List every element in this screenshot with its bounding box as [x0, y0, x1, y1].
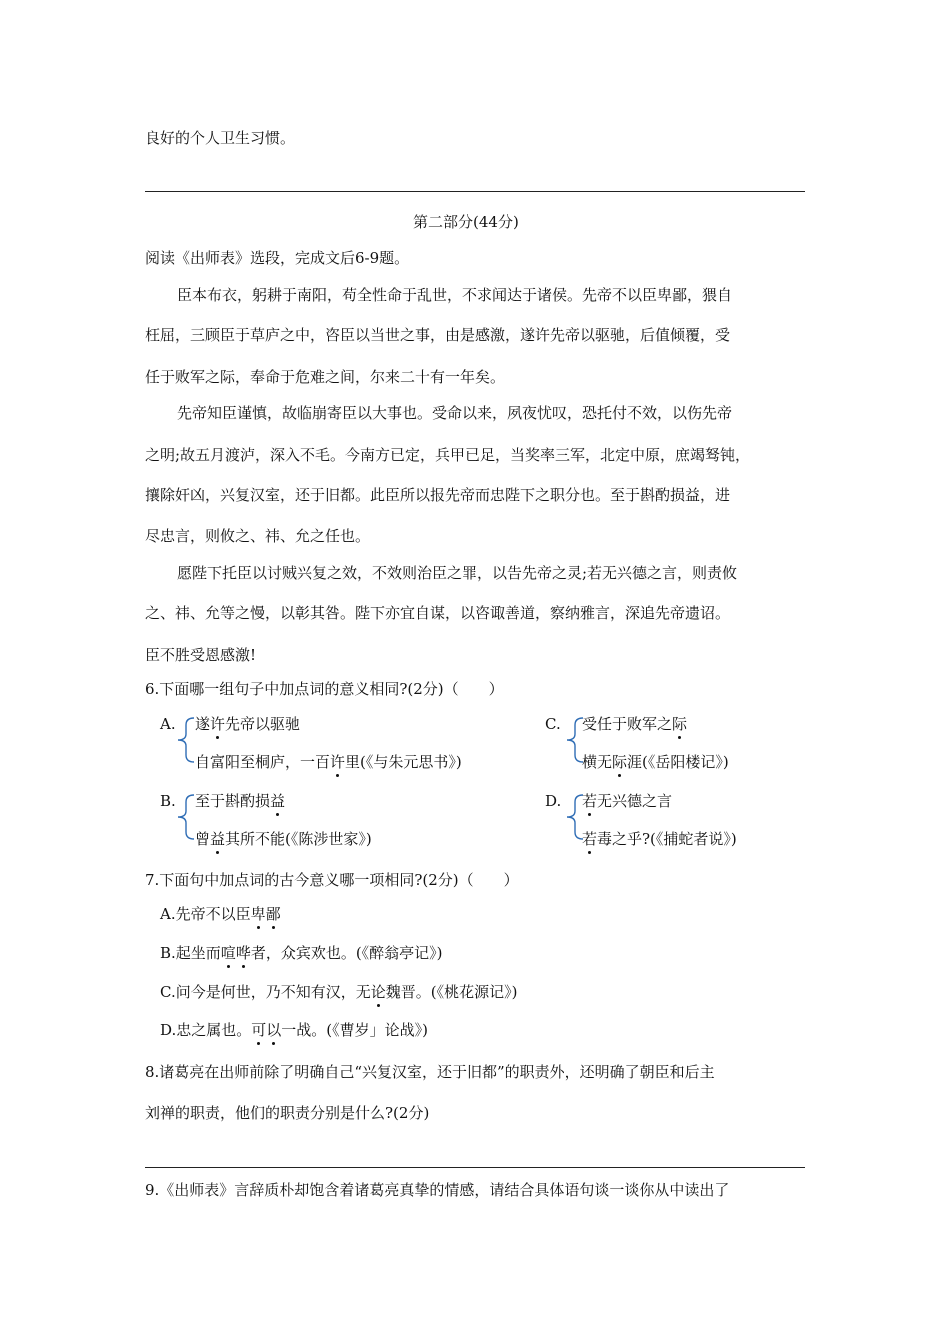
emphasis-dot-word: 论 [370, 983, 386, 1001]
passage-line: 臣不胜受恩感激! [145, 646, 257, 664]
passage-line: 愿陛下托臣以讨贼兴复之效，不效则治臣之罪，以告先帝之灵;若无兴德之言，则责攸 [177, 564, 738, 582]
q7-option-b: B.起坐而喧哗者，众宾欢也。(《醉翁亭记》) [160, 944, 443, 962]
question-8-line: 8.诸葛亮在出师前除了明确自己“兴复汉室，还于旧都”的职责外，还明确了朝臣和后主 [145, 1063, 715, 1081]
option-c-letter: C. [545, 715, 561, 733]
q7-option-a: A.先帝不以臣卑鄙 [160, 905, 281, 923]
question-6-stem: 6.下面哪一组句子中加点词的意义相同?(2分)（ ） [145, 680, 504, 698]
emphasis-dot-word: 际 [672, 715, 688, 733]
option-a-letter: A. [160, 715, 176, 733]
answer-line [145, 1167, 805, 1168]
previous-answer-tail: 良好的个人卫生习惯。 [145, 129, 296, 147]
passage-line: 枉屈，三顾臣于草庐之中，咨臣以当世之事，由是感激，遂许先帝以驱驰，后值倾覆，受 [145, 326, 731, 344]
passage-line: 之、祎、允等之慢，以彰其咎。陛下亦宜自谋，以咨诹善道，察纳雅言，深追先帝遗诏。 [145, 604, 731, 622]
option-b-line-1: 至于斟酌损益 [195, 792, 286, 810]
reading-instruction: 阅读《出师表》选段，完成文后6-9题。 [145, 249, 410, 267]
q7-option-c: C.问今是何世，乃不知有汉，无论魏晋。(《桃花源记》) [160, 983, 518, 1001]
option-c-line-1: 受任于败军之际 [582, 715, 688, 733]
option-b-line-2: 曾益其所不能(《陈涉世家》) [195, 830, 372, 848]
option-a-line-2: 自富阳至桐庐，一百许里(《与朱元思书》) [195, 753, 462, 771]
question-7-stem: 7.下面句中加点词的古今意义哪一项相同?(2分)（ ） [145, 871, 519, 889]
q7-option-d: D.忠之属也。可以一战。(《曹岁」论战》) [160, 1021, 429, 1039]
option-c-line-2: 横无际涯(《岳阳楼记》) [582, 753, 729, 771]
emphasis-dot-word: 许 [210, 715, 226, 733]
passage-line: 臣本布衣，躬耕于南阳，苟全性命于乱世，不求闻达于诸侯。先帝不以臣卑鄙，猥自 [177, 286, 733, 304]
passage-line: 任于败军之际，奉命于危难之间，尔来二十有一年矣。 [145, 368, 506, 386]
option-b-letter: B. [160, 792, 176, 810]
part-heading: 第二部分(44分) [413, 213, 519, 231]
emphasis-dot-word: 际 [612, 753, 628, 771]
emphasis-dot-word: 哗 [235, 944, 251, 962]
passage-line: 之明;故五月渡泸，深入不毛。今南方已定，兵甲已足，当奖率三军，北定中原，庶竭驽钝， [145, 446, 751, 464]
emphasis-dot-word: 若 [582, 830, 598, 848]
emphasis-dot-word: 卑 [250, 905, 266, 923]
question-8-line: 刘禅的职责，他们的职责分别是什么?(2分) [145, 1104, 430, 1122]
option-a-line-1: 遂许先帝以驱驰 [195, 715, 301, 733]
emphasis-dot-word: 若 [582, 792, 598, 810]
emphasis-dot-word: 益 [270, 792, 286, 810]
emphasis-dot-word: 喧 [220, 944, 236, 962]
passage-line: 尽忠言，则攸之、祎、允之任也。 [145, 527, 371, 545]
passage-line: 攘除奸凶，兴复汉室，还于旧都。此臣所以报先帝而忠陛下之职分也。至于斟酌损益，进 [145, 486, 731, 504]
emphasis-dot-word: 益 [210, 830, 226, 848]
emphasis-dot-word: 以 [266, 1021, 282, 1039]
answer-line [145, 191, 805, 192]
emphasis-dot-word: 可 [251, 1021, 267, 1039]
question-9-line: 9.《出师表》言辞质朴却饱含着诸葛亮真挚的情感，请结合具体语句谈一谈你从中读出了 [145, 1181, 730, 1199]
emphasis-dot-word: 鄙 [265, 905, 281, 923]
option-d-letter: D. [545, 792, 562, 810]
emphasis-dot-word: 许 [330, 753, 346, 771]
option-d-line-2: 若毒之乎?(《捕蛇者说》) [582, 830, 737, 848]
passage-line: 先帝知臣谨慎，故临崩寄臣以大事也。受命以来，夙夜忧叹，恐托付不效，以伤先帝 [177, 404, 733, 422]
option-d-line-1: 若无兴德之言 [582, 792, 673, 810]
